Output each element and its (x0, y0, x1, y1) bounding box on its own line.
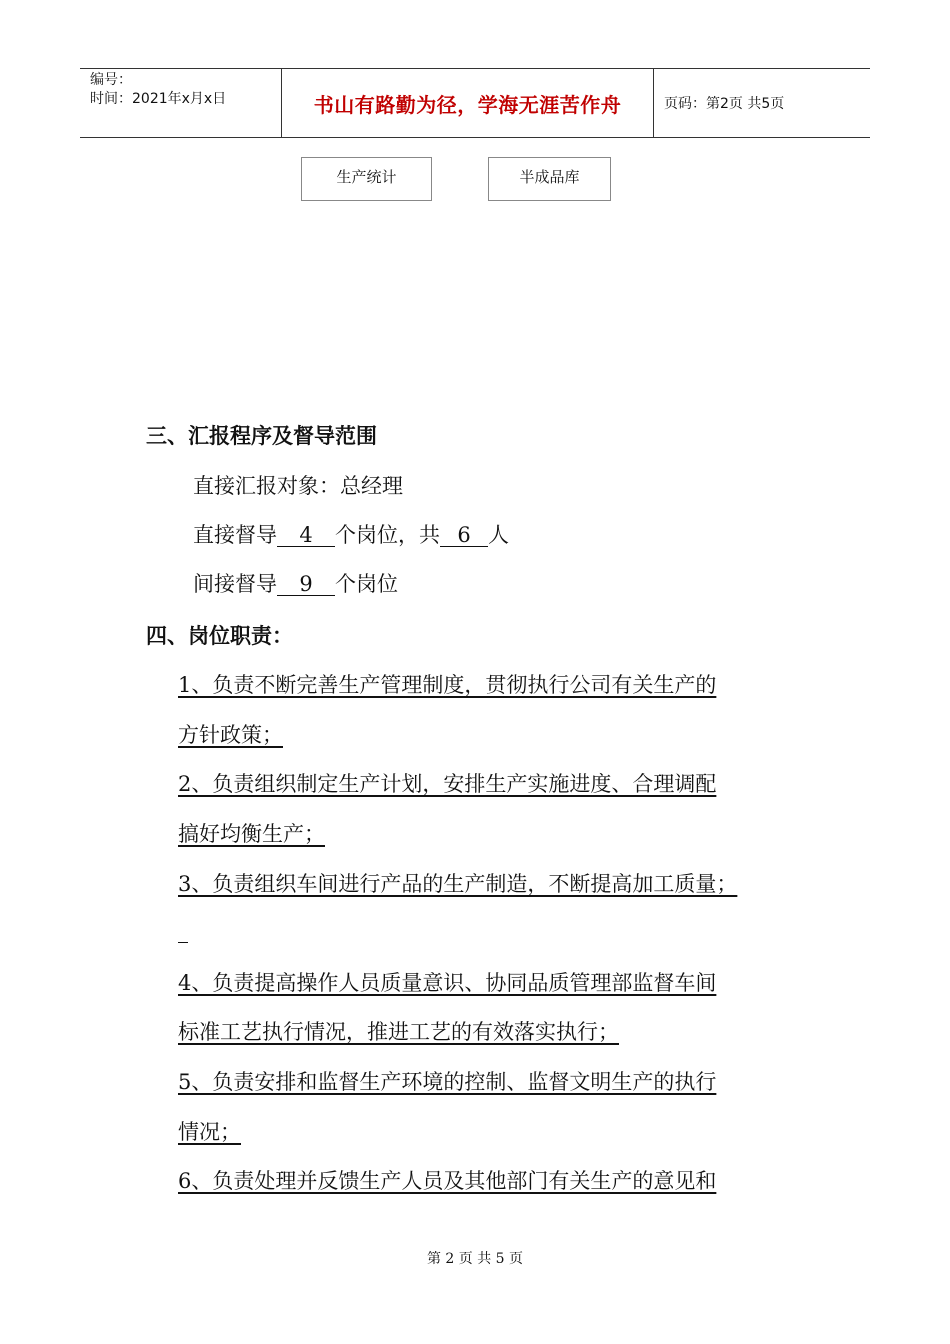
duty-line: 5、负责安排和监督生产环境的控制、监督文明生产的执行 (178, 1070, 717, 1094)
header-meta (80, 69, 282, 137)
duty-line: 标准工艺执行情况，推进工艺的有效落实执行； (178, 1020, 619, 1044)
indirect-prefix: 间接督导 (193, 572, 277, 596)
page-footer: 第 2 页 共 5 页 (426, 1251, 524, 1267)
duty-line: 搞好均衡生产； (178, 822, 325, 846)
duty-line: 1、负责不断完善生产管理制度，贯彻执行公司有关生产的 (178, 673, 717, 697)
direct-mid: 个岗位，共 (335, 523, 440, 547)
section4-title: 四、岗位职责： (146, 624, 293, 648)
direct-posts-value: 4 (277, 524, 335, 547)
direct-suffix: 人 (488, 523, 509, 547)
number-label: 编号： (90, 72, 132, 88)
duty-underline-stub (178, 942, 188, 943)
indirect-suffix: 个岗位 (335, 572, 398, 596)
duty-line: 情况； (178, 1120, 241, 1144)
header-motto: 书山有路勤为径，学海无涯苦作舟 (282, 69, 654, 137)
direct-supervision-line (193, 519, 509, 549)
report-to-line: 直接汇报对象：总经理 (193, 474, 403, 498)
direct-people-value: 6 (440, 524, 488, 547)
org-box-production-statistics: 生产统计 (301, 157, 432, 201)
duty-line: 4、负责提高操作人员质量意识、协同品质管理部监督车间 (178, 971, 717, 995)
indirect-posts-value: 9 (277, 573, 335, 596)
duty-line: 6、负责处理并反馈生产人员及其他部门有关生产的意见和 (178, 1169, 717, 1193)
duty-line: 2、负责组织制定生产计划，安排生产实施进度、合理调配 (178, 772, 717, 796)
header-page-info: 页码：第2页 共5页 (664, 96, 785, 112)
org-box-semi-finished-warehouse: 半成品库 (488, 157, 611, 201)
section3-title: 三、汇报程序及督导范围 (146, 424, 377, 448)
direct-prefix: 直接督导 (193, 523, 277, 547)
duty-line: 3、负责组织车间进行产品的生产制造，不断提高加工质量； (178, 872, 738, 896)
indirect-supervision-line (193, 568, 398, 598)
document-header (80, 68, 870, 138)
duty-line: 方针政策； (178, 723, 283, 747)
time-label: 时间：2021年x月x日 (90, 91, 227, 107)
